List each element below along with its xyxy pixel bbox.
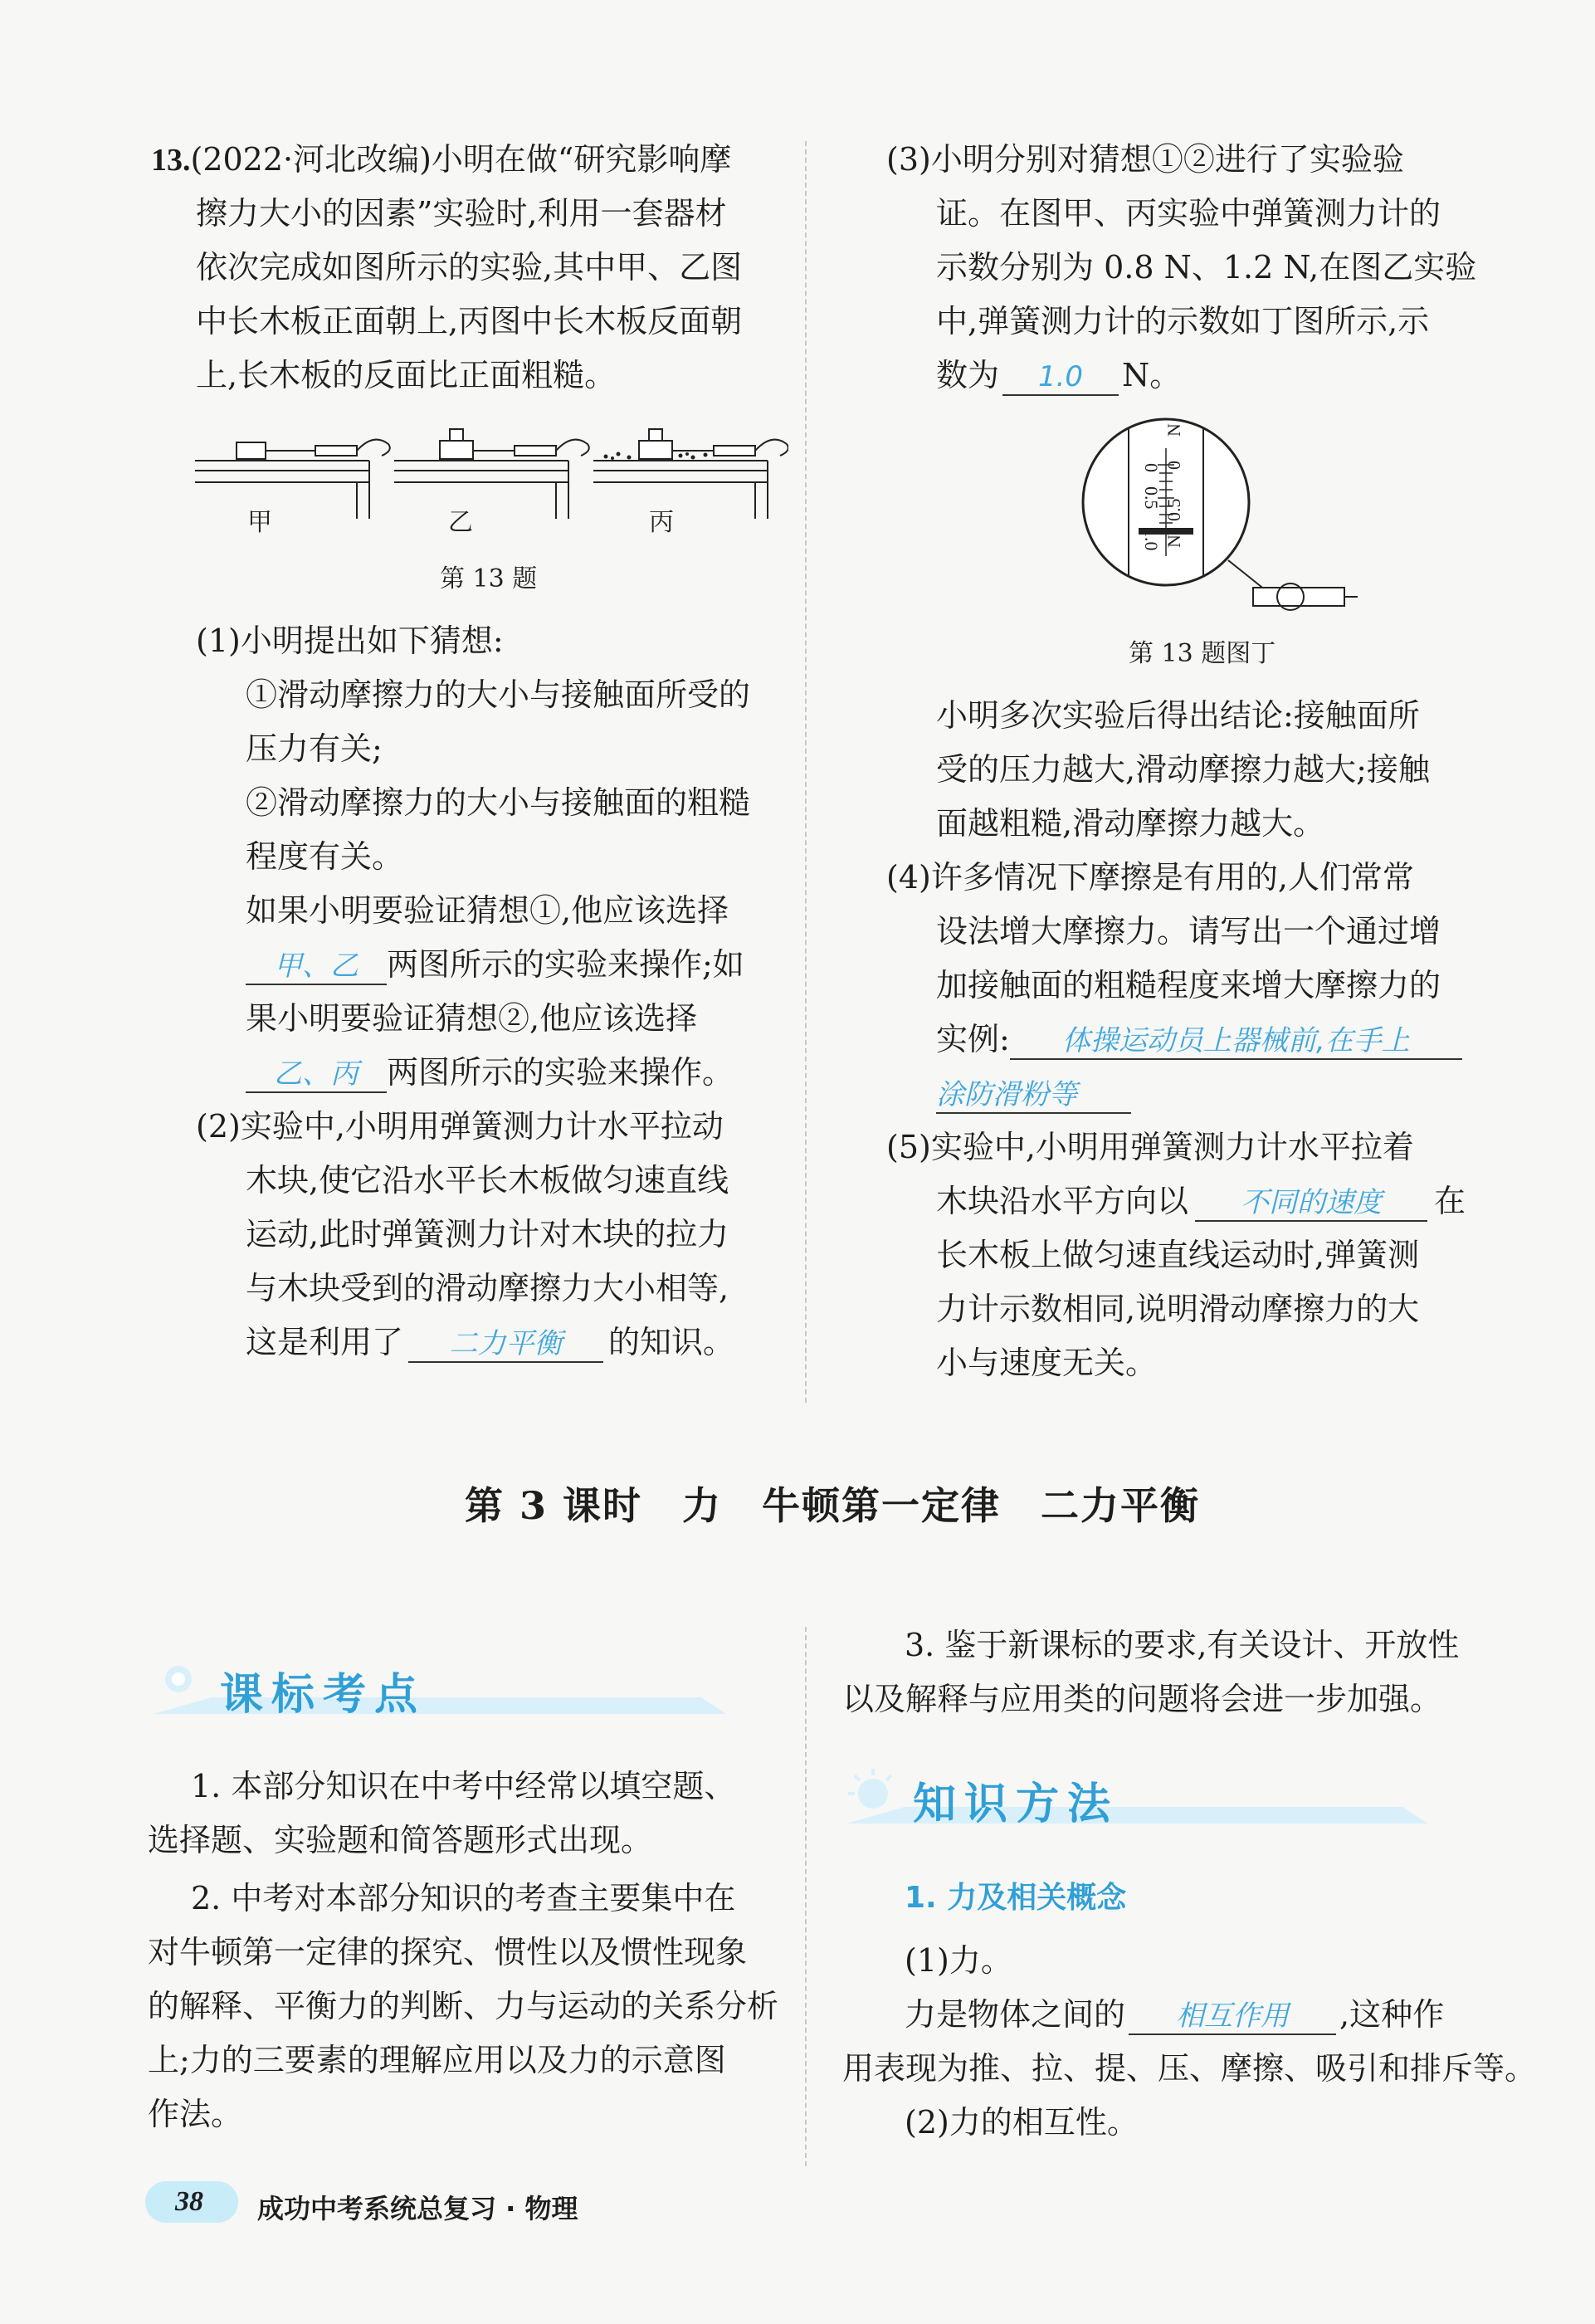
part1-line: ①滑动摩擦力的大小与接触面所受的 <box>246 676 751 713</box>
question-number: 13. <box>151 143 191 178</box>
kebiao-item-line: 选择题、实验题和简答题形式出现。 <box>148 1822 653 1858</box>
part1-line: 果小明要验证猜想②,他应该选择 <box>246 1000 698 1037</box>
page-number: 38 <box>175 2186 203 2217</box>
part3-line: 中,弹簧测力计的示数如丁图所示,示 <box>936 303 1430 339</box>
answer-blank-7[interactable]: 相互作用 <box>1129 1999 1336 2035</box>
kebiao-item-line: 1. 本部分知识在中考中经常以填空题、 <box>191 1768 736 1804</box>
part1-line: (1)小明提出如下猜想: <box>196 622 504 659</box>
kebiao-item-line: 的解释、平衡力的判断、力与运动的关系分析 <box>148 1988 779 2024</box>
answer-blank-3[interactable]: 二力平衡 <box>408 1326 603 1363</box>
zhishi-banner-title: 知识方法 <box>913 1780 1119 1829</box>
part4-line: 设法增大摩擦力。请写出一个通过增 <box>936 913 1441 950</box>
part2-line: 这是利用了 <box>246 1324 404 1360</box>
part5-line: 在 <box>1434 1183 1466 1219</box>
gauge-tick-left: 0.5 <box>1141 486 1162 510</box>
gauge-tick-right: N <box>1163 535 1184 548</box>
figure-label-yi: 乙 <box>448 508 473 537</box>
answer-blank-5-cont[interactable]: 涂防滑粉等 <box>936 1077 1131 1114</box>
answer-blank-1[interactable]: 甲、乙 <box>246 949 387 985</box>
column-divider <box>805 141 807 1403</box>
gauge-tick-left: 0 <box>1141 463 1162 472</box>
book-title: 成功中考系统总复习 · 物理 <box>257 2193 578 2224</box>
kebiao-item-line: 3. 鉴于新课标的要求,有关设计、开放性 <box>905 1627 1460 1663</box>
q13-intro-line: 擦力大小的因素”实验时,利用一套器材 <box>196 195 727 232</box>
part3-line: N。 <box>1122 357 1182 393</box>
part1-line: 两图所示的实验来操作;如 <box>387 946 744 983</box>
part5-line: 长木板上做匀速直线运动时,弹簧测 <box>936 1237 1420 1273</box>
lesson-title: 第 3 课时 力 牛顿第一定律 二力平衡 <box>465 1483 1201 1528</box>
zhishi-line: 用表现为推、拉、提、压、摩擦、吸引和排斥等。 <box>842 2050 1537 2087</box>
q13-intro-line: 中长木板正面朝上,丙图中长木板反面朝 <box>196 303 743 339</box>
setup-jia-illustration <box>195 440 390 519</box>
part3-line: 面越粗糙,滑动摩擦力越大。 <box>936 805 1325 842</box>
part3-line: 小明多次实验后得出结论:接触面所 <box>936 697 1420 734</box>
part5-line: 力计示数相同,说明滑动摩擦力的大 <box>936 1291 1420 1327</box>
part3-line: 证。在图甲、丙实验中弹簧测力计的 <box>936 195 1441 232</box>
page-number-badge <box>145 2181 238 2223</box>
figure-ding-caption: 第 13 题图丁 <box>1129 639 1276 668</box>
kebiao-banner <box>145 1656 743 1722</box>
part4-line: 加接触面的粗糙程度来增大摩擦力的 <box>936 967 1441 1003</box>
zhishi-line: (1)力。 <box>905 1942 1012 1979</box>
part3-line: (3)小明分别对猜想①②进行了实验验 <box>886 141 1404 178</box>
part2-line: (2)实验中,小明用弹簧测力计水平拉动 <box>196 1108 724 1145</box>
figure-label-bing: 丙 <box>649 508 674 537</box>
part4-line: (4)许多情况下摩擦是有用的,人们常常 <box>886 859 1414 896</box>
part1-line: 两图所示的实验来操作。 <box>387 1054 734 1091</box>
part5-line: 木块沿水平方向以 <box>936 1183 1189 1219</box>
experiment-figure <box>191 411 788 552</box>
part3-line: 数为 <box>936 357 1000 393</box>
zhishi-line: 力是物体之间的 <box>905 1996 1126 2033</box>
zhishi-banner <box>838 1764 1436 1830</box>
q13-intro-line: 上,长木板的反面比正面粗糙。 <box>196 357 617 393</box>
kebiao-item-line: 作法。 <box>148 2096 243 2132</box>
zhishi-subheading: 1. 力及相关概念 <box>905 1881 1127 1915</box>
q13-intro-line: 依次完成如图所示的实验,其中甲、乙图 <box>196 249 743 286</box>
zhishi-line: ,这种作 <box>1339 1996 1445 2033</box>
gauge-tick-left: 1.0 <box>1141 528 1162 551</box>
figure-label-jia: 甲 <box>247 508 272 537</box>
part1-line: ②滑动摩擦力的大小与接触面的粗糙 <box>246 784 751 821</box>
part1-line: 如果小明要验证猜想①,他应该选择 <box>246 892 729 929</box>
part5-line: 小与速度无关。 <box>936 1345 1158 1381</box>
kebiao-item-line: 上;力的三要素的理解应用以及力的示意图 <box>148 2042 726 2078</box>
answer-blank-5[interactable]: 体操运动员上器械前,在手上 <box>1010 1023 1462 1060</box>
zhishi-line: (2)力的相互性。 <box>905 2104 1139 2141</box>
q13-intro-line: (2022·河北改编)小明在做“研究影响摩 <box>190 141 732 178</box>
part3-line: 受的压力越大,滑动摩擦力越大;接触 <box>936 751 1430 788</box>
figure-caption: 第 13 题 <box>440 564 538 593</box>
part4-line: 实例: <box>936 1021 1010 1057</box>
answer-blank-4[interactable]: 1.0 <box>1002 359 1119 396</box>
setup-yi-illustration <box>394 429 589 519</box>
setup-bing-illustration <box>593 429 788 519</box>
gauge-tick-right: 0 <box>1163 461 1184 470</box>
gauge-tick-right: 0.5 <box>1163 498 1184 521</box>
kebiao-item-line: 2. 中考对本部分知识的考查主要集中在 <box>191 1880 736 1916</box>
part2-line: 与木块受到的滑动摩擦力大小相等, <box>246 1270 729 1306</box>
column-divider <box>805 1627 807 2166</box>
kebiao-item-line: 对牛顿第一定律的探究、惯性以及惯性现象 <box>148 1934 748 1970</box>
kebiao-banner-title: 课标考点 <box>220 1670 427 1720</box>
part2-line: 木块,使它沿水平长木板做匀速直线 <box>246 1162 729 1199</box>
spring-scale-gauge <box>1079 415 1361 622</box>
answer-blank-6[interactable]: 不同的速度 <box>1195 1185 1427 1222</box>
part5-line: (5)实验中,小明用弹簧测力计水平拉着 <box>886 1129 1414 1165</box>
part2-line: 的知识。 <box>608 1324 735 1360</box>
part2-line: 运动,此时弹簧测力计对木块的拉力 <box>246 1216 729 1252</box>
part1-line: 压力有关; <box>246 730 383 767</box>
part3-line: 示数分别为 0.8 N、1.2 N,在图乙实验 <box>936 249 1477 286</box>
answer-blank-2[interactable]: 乙、丙 <box>246 1057 387 1093</box>
gauge-tick-right: N <box>1163 423 1184 437</box>
part1-line: 程度有关。 <box>246 838 404 875</box>
kebiao-item-line: 以及解释与应用类的问题将会进一步加强。 <box>842 1681 1442 1717</box>
